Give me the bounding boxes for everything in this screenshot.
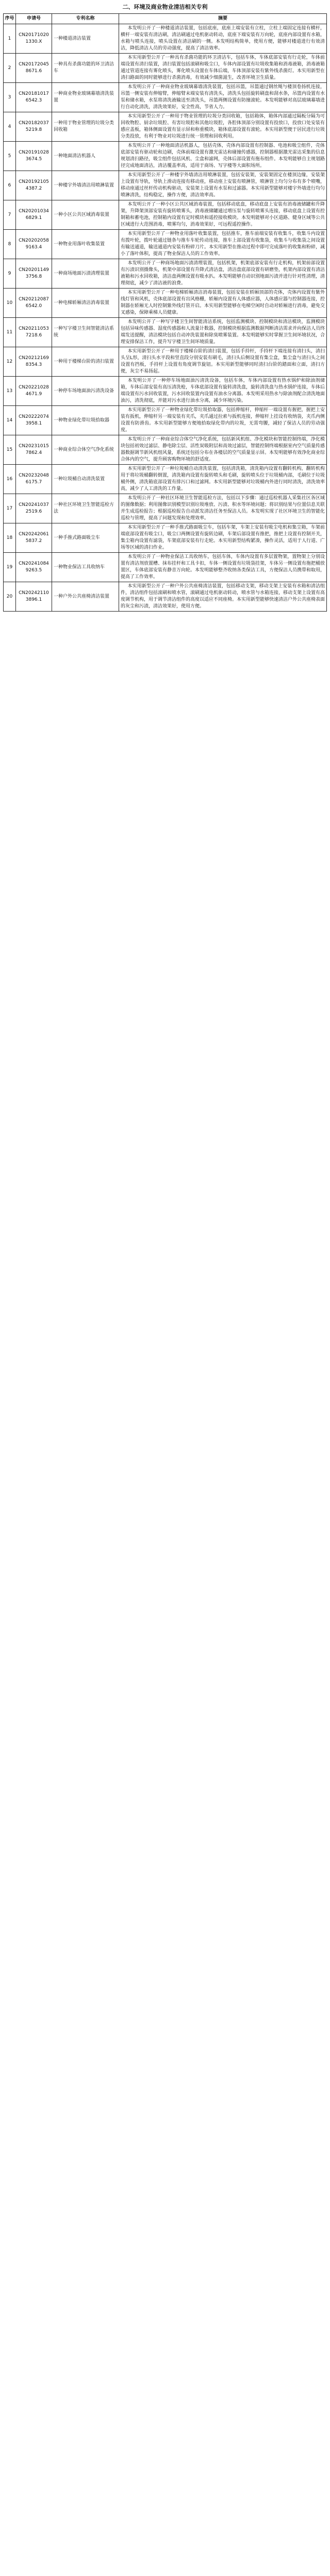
row-index: 14 [4,406,16,435]
row-index: 18 [4,523,16,553]
row-patent-name: 一种小区公共区域消毒装置 [52,200,119,230]
row-abstract: 本发明公开了一种商业物业玻璃幕墙清洗装置，包括吊篮，吊篮通过钢丝绳与楼顶卷扬机连接，吊篮一侧安装有伸缩臂，伸缩臂末端安装有清洗头，清洗头包括旋转刷盘和刮水条，吊篮内设置有水泵和储水箱，水泵将清洗液输送至清洗头，吊篮两侧设置有防撞滚轮。本发明能够对高层玻璃幕墙进行自动化清洗，清洗效果好，安全性高，节省人力。 [119,83,327,112]
table-row [4,523,327,553]
row-application-number: CN202121698354.3 [16,347,52,377]
table-row [4,318,327,347]
row-application-number: CN201810176542.3 [16,83,52,112]
table-row [4,24,327,54]
row-abstract: 本实用新型公开了一种用于楼梯台阶的清扫装置，包括手持杆，手持杆下端连接有清扫头，清扫头呈L形，清扫头水平段和竖直段分别安装有刷毛，清扫头后侧设置有集尘盒，集尘盒与清扫头之间设置有挡板，手持杆上设置有角度调节旋钮。本实用新型能够同时清扫台阶的踏面和立面，清扫方便，灰尘不易扬起。 [119,347,327,377]
patent-table [3,13,327,612]
row-index: 19 [4,553,16,582]
row-index: 20 [4,582,16,612]
table-row [4,259,327,289]
row-application-number: CN202110537218.6 [16,318,52,347]
row-application-number: CN201921054387.2 [16,171,52,200]
table-row [4,83,327,112]
row-abstract: 本发明公开了一种商场地面污渍清理装置，包括机架，机架底部安装有行走机构，机架前部设置有污渍识别摄像头，机架中部设置有升降式清洁盘，清洁盘底部设置有研磨垫，机架内部设置有清洁液箱和污水回收箱，清洁盘两侧设置有吸水扒。本发明能够自动识别地面污渍并进行针对性清理，清理彻底，减少了清洁液的浪费。 [119,259,327,289]
table-header-row [4,14,327,24]
row-index: 15 [4,435,16,465]
row-index: 11 [4,318,16,347]
table-row [4,200,327,230]
row-application-number: CN202420615837.2 [16,523,52,553]
table-row [4,142,327,171]
row-patent-name: 一种地面清洁机器人 [52,142,119,171]
row-abstract: 本发明公开了一种停车场地面油污清洗设备，包括车体，车体内部设置有热水锅炉和除油剂储箱，车体后部安装有高压清洗枪，车体底部设置有旋转清洗盘，旋转清洗盘与热水锅炉连接，车体后端设置有污水回收装置，污水回收装置内设置有油水分离器。本发明采用热水与除油剂配合清洗地面油污，清洗彻底，并能对污水进行油水分离，减少环境污染。 [119,377,327,406]
header-index: 序号 [4,14,16,24]
row-abstract: 本实用新型公开了一种用于物业管理的垃圾分类回收箱，包括箱体，箱体内部通过隔板分隔为可回收物腔、厨余垃圾腔、有害垃圾腔和其他垃圾腔，各腔体顶部分别设置有投放口，投放口处安装有感应盖板，箱体侧面设置有显示屏和称重模块，箱体底部设置有滚轮。本实用新型便于居民进行垃圾分类投放，有利于物业对垃圾进行统一管理和回收利用。 [119,112,327,142]
row-patent-name: 一种物业用落叶收集装置 [52,230,119,259]
row-application-number: CN202120876542.0 [16,289,52,318]
row-patent-name: 一种物业绿化带垃圾拾取器 [52,406,119,435]
row-application-number: CN202220743958.1 [16,406,52,435]
table-row [4,406,327,435]
header-abstract: 摘要 [119,14,327,24]
row-patent-name: 一种写字楼卫生间智能清洁系统 [52,318,119,347]
row-patent-name: 一种户外公共座椅清洁装置 [52,582,119,612]
row-patent-name: 一种社区环境卫生智能巡检方法 [52,494,119,523]
row-application-number: CN201910283674.5 [16,142,52,171]
row-application-number: CN202410372519.6 [16,494,52,523]
row-application-number: CN202421103896.1 [16,582,52,612]
table-row [4,435,327,465]
row-application-number: CN201720458671.6 [16,54,52,83]
table-row [4,112,327,142]
row-patent-name: 一种具有杀菌功能的环卫清洁车 [52,54,119,83]
row-abstract: 本发明公开了一种社区环境卫生智能巡检方法，包括以下步骤：通过巡检机器人采集社区各区域的图像数据；利用图像识别模型识别垃圾堆放、污渍、积水等环境问题；将识别结果与位置信息关联并生成巡检报告；根据巡检报告自动派发清洁任务至保洁人员。本发明实现了社区环境卫生的智能化巡检与管理，提高了问题发现和处理效率。 [119,494,327,523]
row-application-number: CN201820375219.8 [16,112,52,142]
row-abstract: 本实用新型公开了一种具有杀菌功能的环卫清洁车，包括车体，车体底部安装有行走轮，车体前端设置有清扫装置，清扫装置包括滚刷和吸尘口，车体内部设置有垃圾收集箱和消毒液箱，消毒液箱通过管道连接有雾化喷头，雾化喷头设置在车体后端，车体顶部安装有紫外线杀菌灯。本实用新型在清扫路面的同时能够进行杀菌消毒，有效减少细菌滋生，改善环境卫生质量。 [119,54,327,83]
table-row [4,582,327,612]
row-patent-name: 一种手推式路面吸尘车 [52,523,119,553]
row-patent-name: 一种商场地面污渍清理装置 [52,259,119,289]
row-index: 8 [4,230,16,259]
row-index: 4 [4,112,16,142]
header-patent-name: 专利名称 [52,14,119,24]
table-row [4,230,327,259]
row-abstract: 本发明公开了一种商业综合体空气净化系统，包括新风机组、净化模块和智能控制终端，净化模块包括初效过滤层、静电除尘层、活性炭吸附层和高效过滤层，智能控制终端根据室内空气质量传感器数据调节新风机组风量，系统还包括分布在各楼层的空气质量显示屏。本发明能够有效净化商业综合体内的空气，提升顾客购物环境的舒适度。 [119,435,327,465]
row-abstract: 本发明公开了一种小区公共区域消毒装置，包括移动底盘，移动底盘上安装有消毒液储罐和升降架，升降架顶部安装有旋转喷雾头，消毒液储罐通过增压泵与旋转喷雾头连接，移动底盘上设置有控制箱和蓄电池，控制箱内设置有定时模块和遥控接收模块。本发明能够对小区道路、健身区域等公共区域进行大范围消毒，喷雾均匀，消毒效果好，可远程遥控操作。 [119,200,327,230]
table-row [4,347,327,377]
row-index: 7 [4,200,16,230]
row-patent-name: 一种商业物业玻璃幕墙清洗装置 [52,83,119,112]
row-patent-name: 一种商业综合体空气净化系统 [52,435,119,465]
row-application-number: CN202310157862.4 [16,435,52,465]
table-row [4,171,327,200]
row-application-number: CN202410849263.5 [16,553,52,582]
row-index: 1 [4,24,16,54]
row-patent-name: 一种楼道清洁装置 [52,24,119,54]
row-application-number: CN202320486175.7 [16,465,52,494]
row-patent-name: 一种用于楼梯台阶的清扫装置 [52,347,119,377]
row-patent-name: 一种垃圾桶自动清洗装置 [52,465,119,494]
row-abstract: 本发明公开了一种楼道清洁装置，包括底座，底座上端安装有立柱，立柱上端固定连接有横杆，横杆一端安装有清洁刷，清洁刷通过电机驱动转动，底座下端安装有万向轮，底座内部设置有水箱，水箱与喷头连接，喷头设置在清洁刷的一侧。本发明结构简单，使用方便，能够对楼道进行有效清洁，降低清洁人员的劳动强度，提高了清洁效率。 [119,24,327,54]
document-page [0,0,330,622]
row-application-number: CN202210284671.9 [16,377,52,406]
row-application-number: CN202020589163.4 [16,230,52,259]
row-index: 2 [4,54,16,83]
row-application-number: CN202011493756.8 [16,259,52,289]
row-abstract: 本实用新型公开了一种垃圾桶自动清洗装置，包括清洗箱，清洗箱内设置有翻转机构，翻转机构用于将垃圾桶翻转倒置，清洗箱内设置有旋转喷头和毛刷，旋转喷头位于垃圾桶内部，毛刷位于垃圾桶外侧，清洗箱底部设置有排污口和过滤网。本实用新型能够对垃圾桶内外进行同时清洗，清洗效率高，减少了人工清洗的工作量。 [119,465,327,494]
row-patent-name: 一种电梯轿厢清洁消毒装置 [52,289,119,318]
row-index: 16 [4,465,16,494]
row-index: 5 [4,142,16,171]
row-abstract: 本实用新型公开了一种手推式路面吸尘车，包括车架，车架上安装有吸尘电机和集尘箱，车架前端底部设置有吸尘口，吸尘口两侧设置有旋转边刷，车架后部设置有推把，推把上设置有控制开关，集尘箱内设置有滤袋，车架底部安装有行走轮。本实用新型结构紧凑，操作灵活，适用于人行道、广场等区域的清扫作业。 [119,523,327,553]
row-application-number: CN202010346829.1 [16,200,52,230]
table-row [4,494,327,523]
row-index: 13 [4,377,16,406]
row-index: 3 [4,83,16,112]
table-row [4,54,327,83]
row-abstract: 本实用新型公开了一种物业用落叶收集装置，包括推车，推车前端安装有收集斗，收集斗内设置有拨叶轮，拨叶轮通过链条与推车车轮传动连接，推车上部设置有收集袋，收集斗与收集袋之间设置有输送通道，输送通道内安装有粉碎刀片。本实用新型在推动过程中即可完成落叶的收集和粉碎，减小了落叶体积，提高了物业保洁人员的工作效率。 [119,230,327,259]
row-application-number: CN201710201330.X [16,24,52,54]
row-patent-name: 一种楼宇外墙清洁用喷淋装置 [52,171,119,200]
row-index: 17 [4,494,16,523]
row-abstract: 本实用新型公开了一种电梯轿厢清洁消毒装置，包括安装在轿厢顶部的壳体，壳体内设置有紫外线灯管和风机，壳体底部设置有出风格栅，轿厢内设置有人体感应器，人体感应器与控制器连接，控制器在轿厢无人时控制紫外线灯管开启。本实用新型能够在电梯空闲时自动对轿厢进行消毒，避免交叉感染，保障乘梯人员健康。 [119,289,327,318]
row-abstract: 本发明公开了一种写字楼卫生间智能清洁系统，包括监测模块、控制模块和清洁模块，监测模块包括异味传感器、湿度传感器和人流量计数器，控制模块根据监测数据判断清洁需求并向保洁人员终端发送提醒，清洁模块包括自动冲洗装置和除臭喷雾装置。本发明能够实时掌握卫生间环境状况，合理安排保洁工作，提升写字楼卫生间环境质量。 [119,318,327,347]
row-patent-name: 一种停车场地面油污清洗设备 [52,377,119,406]
table-body [4,24,327,612]
row-abstract: 本实用新型公开了一种楼宇外墙清洁用喷淋装置，包括安装架，安装架固定在楼顶边缘，安装架上设置有导轨，导轨上滑动连接有移动座，移动座上安装有喷淋管，喷淋管上均匀分布有多个喷嘴，移动座通过丝杆传动机构驱动，安装架上设置有水泵和过滤器。本实用新型能够对楼宇外墙进行均匀喷淋清洗，结构稳定，操作方便，清洁效率高。 [119,171,327,200]
row-index: 6 [4,171,16,200]
row-index: 10 [4,289,16,318]
table-row [4,553,327,582]
row-patent-name: 一种用于物业管理的垃圾分类回收箱 [52,112,119,142]
row-abstract: 本实用新型公开了一种物业绿化带垃圾拾取器，包括伸缩杆，伸缩杆一端设置有握把，握把上安装有扳机，伸缩杆另一端安装有夹爪，夹爪通过拉索与扳机连接，伸缩杆上挂设有收纳袋，夹爪内侧设置有防滑齿。本实用新型能够方便地拾取绿化带内的垃圾，无需弯腰，减轻了保洁人员的劳动强度。 [119,406,327,435]
row-index: 9 [4,259,16,289]
row-abstract: 本实用新型公开了一种户外公共座椅清洁装置，包括移动支架，移动支架上安装有水箱和清洁组件，清洁组件包括滚刷和喷水管，滚刷通过电机驱动转动，喷水管与水箱连接，移动支架上设置有高度调节机构，用于调节清洁组件的高度以适应不同座椅。本实用新型能够快速清洁户外公共座椅表面的灰尘和污渍，清洁效果好，使用方便。 [119,582,327,612]
row-patent-name: 一种物业保洁工具收纳车 [52,553,119,582]
document-title: 二、环境及商业物业清洁相关专利 [122,4,208,10]
row-index: 12 [4,347,16,377]
table-row [4,377,327,406]
table-row [4,465,327,494]
row-abstract: 本发明公开了一种地面清洁机器人，包括壳体，壳体内部设置有控制器、电池和吸尘组件，壳体底部安装有驱动轮和边刷，壳体前端设置有激光雷达和碰撞传感器，控制器根据激光雷达采集的信息规划清扫路径，吸尘组件包括风机、尘盒和滤网，壳体后部设置有拖布组件。本发明能够自主规划路径完成地面清洁，清洁覆盖率高，适用于商场、写字楼等大面积场所。 [119,142,327,171]
table-row [4,289,327,318]
header-application-number: 申请号 [16,14,52,24]
row-abstract: 本发明公开了一种物业保洁工具收纳车，包括车体，车体内设置有多层置物架，置物架上分别设置有清洁剂放置槽、抹布挂杆和工具卡扣，车体一侧设置有垃圾袋挂架，车体另一侧设置有拖把桶放置区，车体底部安装有静音万向轮。本发明能够整齐收纳各类保洁工具，方便保洁人员携带和取用，提高了工作效率。 [119,553,327,582]
